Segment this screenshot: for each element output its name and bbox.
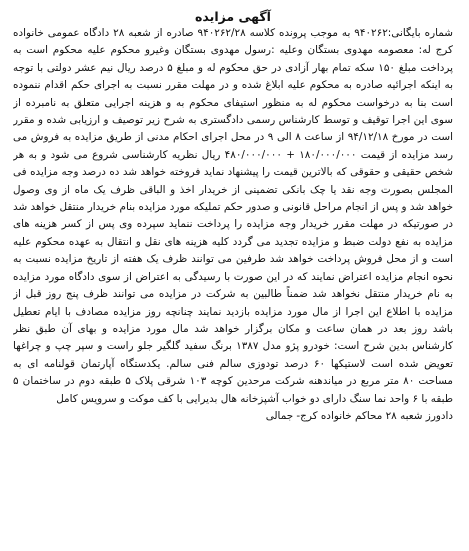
auction-notice (13, 9, 453, 477)
notice-signature: دادورز شعبه ۲۸ محاکم خانواده کرج- جمالی (265, 409, 453, 422)
notice-body: شماره بایگانی:۹۴۰۲۶۲ به موجب پرونده کلاسه ۹۴۰۲۶۲/۲۸ صادره از شعبه ۲۸ دادگاه عمومی خانواده کرج له: معصومه مهدوی بستگان وعلیه :رسول مهدوی بستگان وغیرو محکوم علیه محکوم است به پرداخت مبلغ ۱۵۰ سکه تمام بهار آزادی در حق محکوم له و مبلغ ۵ درصد ریال نیم عشر دولتی با توجه به اینکه اجرائیه صادره به محکوم علیه ابلاغ شده و در مهلت مقرر نسبت به اجرای حکم اقدام ننموده است بنا به درخواست محکوم له به منظور استیفای محکوم به و هزینه اجرایی متعلق به نامبرده از سوی این اجرا توقیف و توسط کارشناس رسمی دادگستری به شرح زیر توصیف و ارزیابی شده و مقرر است در مورخ ۹۴/۱۲/۱۸ از ساعت ۸ الی ۹ در محل اجرای احکام مدنی از طریق مزایده به فروش می رسد مزایده از قیمت ۱۸۰/۰۰۰/۰۰۰ + ۴۸۰/۰۰۰/۰۰۰ ریال نظریه کارشناسی شروع می شود و به هر شخص حقیقی و حقوقی که بالاترین قیمت را پیشنهاد نماید فروخته خواهد شد ده درصد وجه مزایده فی المجلس بصورت وجه نقد یا چک بانکی تضمینی از خریدار اخذ و الباقی ظرف یک ماه از وی وصول خواهد شد و پس از انجام مراحل قانونی و صدور حکم تملیکه مورد مزایده بنام خریدار منتقل خواهد شد در صورتیکه در مهلت مقرر خریدار وجه مزایده را پرداخت ننماید سپرده وی پس از کسر هزینه های مزایده به نفع دولت ضبط و مزایده تجدید می گردد کلیه هزینه های نقل و انتقال به عهده محکوم علیه است و از محل فروش پرداخت خواهد شد طرفین می توانند ظرف یک هفته از تاریخ مزایده نسبت به نحوه انجام مزایده اعتراض نمایند که در این صورت با رسیدگی به اعتراض از سوی دادگاه مورد مزایده به نام خریدار منتقل نخواهد شد ضمناً طالبین به شرکت در مزایده می توانند ظرف پنج روز قبل از مزایده با اطلاع این اجرا از مال مورد مزایده بازدید نمایند چنانچه روز مزایده مصادف با ایام تعطیل باشد روز بعد در همان ساعت و مکان برگزار خواهد شد مال مورد مزایده و بهای آن طبق نظر کارشناس بدین شرح است: خودرو پژو مدل ۱۳۸۷ برنگ سفید گلگیر جلو راست و سپر چپ و چراغها تعویض شده است لاستیکها ۶۰ درصد تودوزی سالم فنی سالم. یکدستگاه آپارتمان قولنامه ای به مساحت ۸۰ متر مربع در میاندهنه شرکت مرحدین کوچه ۱۰۳ شرقی پلاک ۵ طبقه دوم در ساختمان ۵ طبقه با ۶ واحد نما سنگ دارای دو خواب آشپزخانه هال بدیرایی با کف موکت و سرویس کامل (13, 27, 453, 405)
notice-title: آگهی مزایده (195, 9, 271, 24)
